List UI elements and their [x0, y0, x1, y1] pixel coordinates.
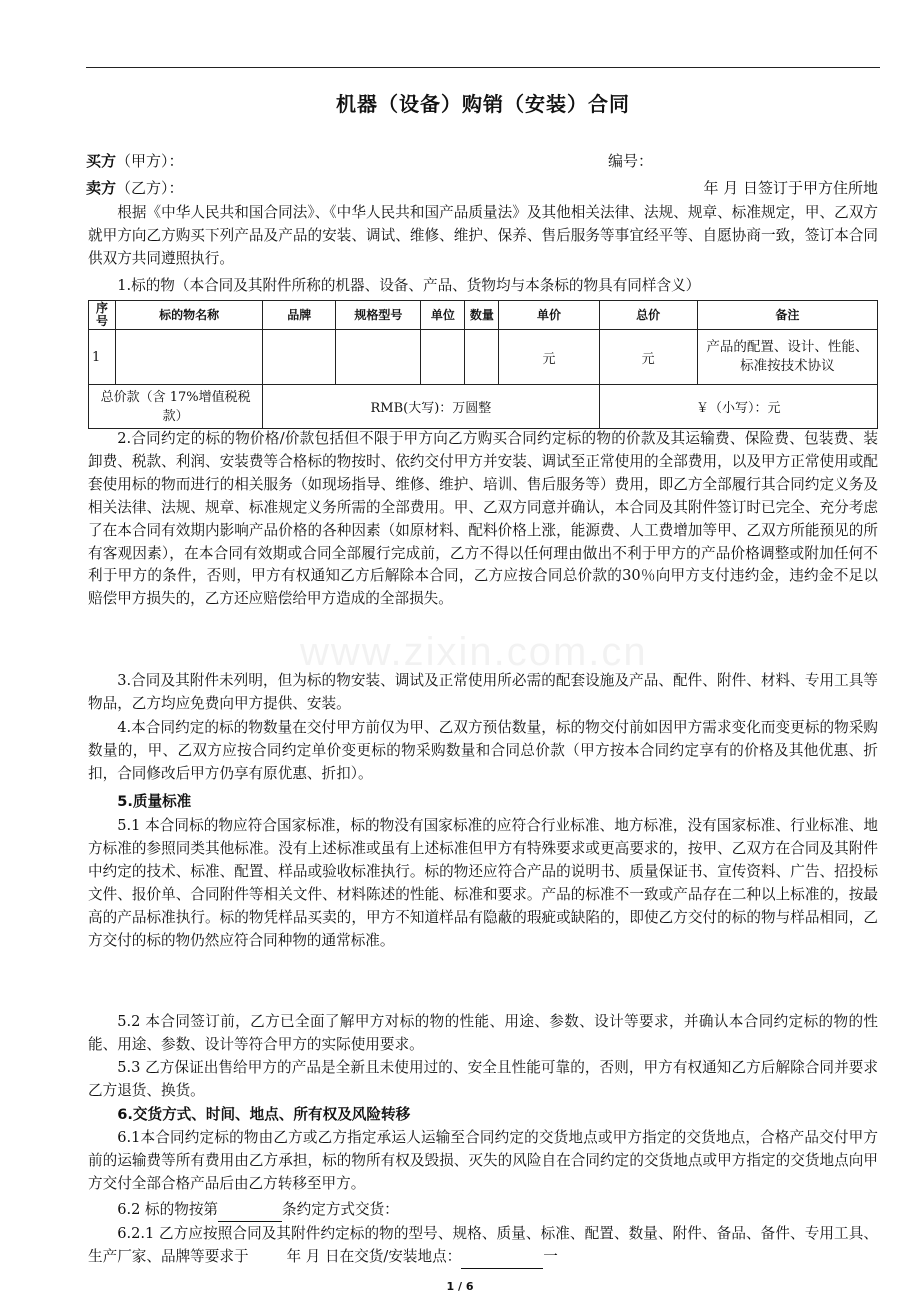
col-header: 序号	[89, 301, 116, 330]
col-header: 备注	[697, 301, 877, 330]
clause-6-2	[88, 1199, 878, 1222]
seller-sub: （乙方）：	[116, 179, 184, 197]
total-label: 总价款（含 17%增值税税款）	[89, 385, 263, 429]
watermark: www.zixin.com.cn	[300, 630, 648, 674]
col-header: 规格型号	[336, 301, 421, 330]
cell-no: 1	[89, 330, 116, 385]
col-header: 单价	[499, 301, 599, 330]
section-6-heading: 6.交货方式、时间、地点、所有权及风险转移	[117, 1106, 411, 1123]
table-total-row	[89, 385, 878, 429]
clause-number-blank	[218, 1205, 282, 1222]
clause-3: 3.合同及其附件未列明，但为标的物安装、调试及正常使用所必需的配套设施及产品、配件、附件、材料、专用工具等物品，乙方均应免费向甲方提供、安装。	[88, 672, 878, 712]
table-header-row	[89, 301, 878, 330]
section-1-heading: 1.标的物（本合同及其附件所称的机器、设备、产品、货物均与本条标的物具有同样含义）	[117, 277, 701, 294]
contract-number-label: 编号：	[608, 152, 654, 170]
clause-6-2-text-a: 6.2 标的物按第	[117, 1201, 219, 1218]
col-header: 单位	[421, 301, 465, 330]
clause-2: 2.合同约定的标的物价格/价款包括但不限于甲方向乙方购买合同约定标的物的价款及其运输费、保险费、包装费、装卸费、税款、利润、安装费等合格标的物按时、依约交付甲方并安装、调试至正常使用的全部费用，以及甲方正常使用或配套使用标的物而进行的相关服务（如现场指导、维修、维护、培训、售后服务等）费用，即乙方全部履行其合同约定义务及相关法律、法规、规章、标准规定义务所需的全部费用。甲、乙双方同意并确认，本合同及其附件签订时已完全、充分考虑了在本合同有效期内影响产品价格的各种因素（如原材料、配料价格上涨，能源费、人工费增加等甲、乙双方所能预见的所有客观因素），在本合同有效期或合同全部履行完成前，乙方不得以任何理由做出不利于甲方的产品价格调整或附加任何不利于甲方的条件，否则，甲方有权通知乙方后解除本合同，乙方应按合同总价款的30％向甲方支付违约金，违约金不足以赔偿甲方损失的，乙方还应赔偿给甲方造成的全部损失。	[88, 430, 878, 608]
buyer-sub: （甲方）：	[116, 152, 184, 170]
items-table	[88, 300, 878, 429]
clause-6-2-1	[88, 1223, 878, 1269]
cell-unit	[421, 330, 465, 385]
col-header: 品牌	[263, 301, 336, 330]
section-5-heading: 5.质量标准	[117, 793, 192, 810]
clause-6-1: 6.1本合同约定标的物由乙方或乙方指定承运人运输至合同约定的交货地点或甲方指定的交货地点，合格产品交付甲方前的运输费等所有费用由乙方承担，标的物所有权及毁损、灭失的风险自在合同约定的交货地点或甲方指定的交货地点向甲方交付全部合格产品后由乙方转移至甲方。	[88, 1129, 878, 1192]
clause-6-2-1-text-b: 年 月 日在交货/安装地点：	[286, 1247, 462, 1265]
cell-unit-price: 元	[499, 330, 599, 385]
total-lower: ￥（小写）：元	[599, 385, 877, 429]
clause-5-1: 5.1 本合同标的物应符合国家标准，标的物没有国家标准的应符合行业标准、地方标准，没有国家标准、行业标准、地方标准的参照同类其他标准。没有上述标准或虽有上述标准但甲方有特殊要求或更高要求的，按甲、乙双方在合同及其附件中约定的技术、标准、配置、样品或验收标准执行。标的物还应符合产品的说明书、质量保证书、宣传资料、广告、招投标文件、报价单、合同附件等相关文件、材料陈述的性能、标准和要求。产品的标准不一致或产品存在二种以上标准的，按最高的产品标准执行。标的物凭样品买卖的，甲方不知道样品有隐蔽的瑕疵或缺陷的，即使乙方交付的标的物与样品相同，乙方交付的标的物仍然应符合同种物的通常标准。	[88, 817, 878, 949]
table-row	[89, 330, 878, 385]
header-rule	[86, 67, 880, 68]
delivery-location-blank	[461, 1252, 543, 1269]
seller-label: 卖方	[86, 179, 117, 197]
cell-total-price: 元	[599, 330, 697, 385]
contract-title: 机器（设备）购销（安装）合同	[336, 92, 630, 116]
cell-remark: 产品的配置、设计、性能、标准按技术协议	[697, 330, 877, 385]
clause-6-2-1-text-a: 6.2.1 乙方应按照合同及其附件约定标的物的型号、规格、质量、标准、配置、数量、附件、备品、备件、专用工具、生产厂家、品牌等要求于	[88, 1225, 878, 1265]
intro-paragraph: 根据《中华人民共和国合同法》、《中华人民共和国产品质量法》及其他相关法律、法规、规章、标准规定，甲、乙双方就甲方向乙方购买下列产品及产品的安装、调试、维修、维护、保养、售后服务等事宜经平等、自愿协商一致，签订本合同供双方共同遵照执行。	[88, 204, 878, 267]
col-header: 标的物名称	[116, 301, 263, 330]
col-header: 总价	[599, 301, 697, 330]
clause-6-2-1-text-c: 一	[543, 1247, 558, 1265]
buyer-label: 买方	[86, 152, 117, 170]
seller-row	[86, 177, 880, 200]
col-header: 数量	[465, 301, 499, 330]
cell-brand	[263, 330, 336, 385]
cell-model	[336, 330, 421, 385]
clause-5-3: 5.3 乙方保证出售给甲方的产品是全新且未使用过的、安全且性能可靠的，否则，甲方有权通知乙方后解除合同并要求乙方退货、换货。	[88, 1059, 878, 1099]
cell-name	[116, 330, 263, 385]
total-upper: RMB(大写)：万圆整	[263, 385, 599, 429]
clause-4: 4.本合同约定的标的物数量在交付甲方前仅为甲、乙双方预估数量，标的物交付前如因甲方需求变化而变更标的物采购数量的，甲、乙双方应按合同约定单价变更标的物采购数量和合同总价款（甲方按本合同约定享有的价格及其他优惠、折扣，合同修改后甲方仍享有原优惠、折扣）。	[88, 719, 878, 782]
buyer-row	[86, 150, 880, 173]
clause-6-2-text-b: 条约定方式交货：	[282, 1201, 399, 1218]
cell-qty	[465, 330, 499, 385]
clause-5-2: 5.2 本合同签订前，乙方已全面了解甲方对标的物的性能、用途、参数、设计等要求，并确认本合同约定标的物的性能、用途、参数、设计等符合甲方的实际使用要求。	[88, 1013, 878, 1053]
page-number: 1 / 6	[446, 1280, 474, 1293]
signing-date-line: 年 月 日签订于甲方住所地	[703, 179, 878, 197]
